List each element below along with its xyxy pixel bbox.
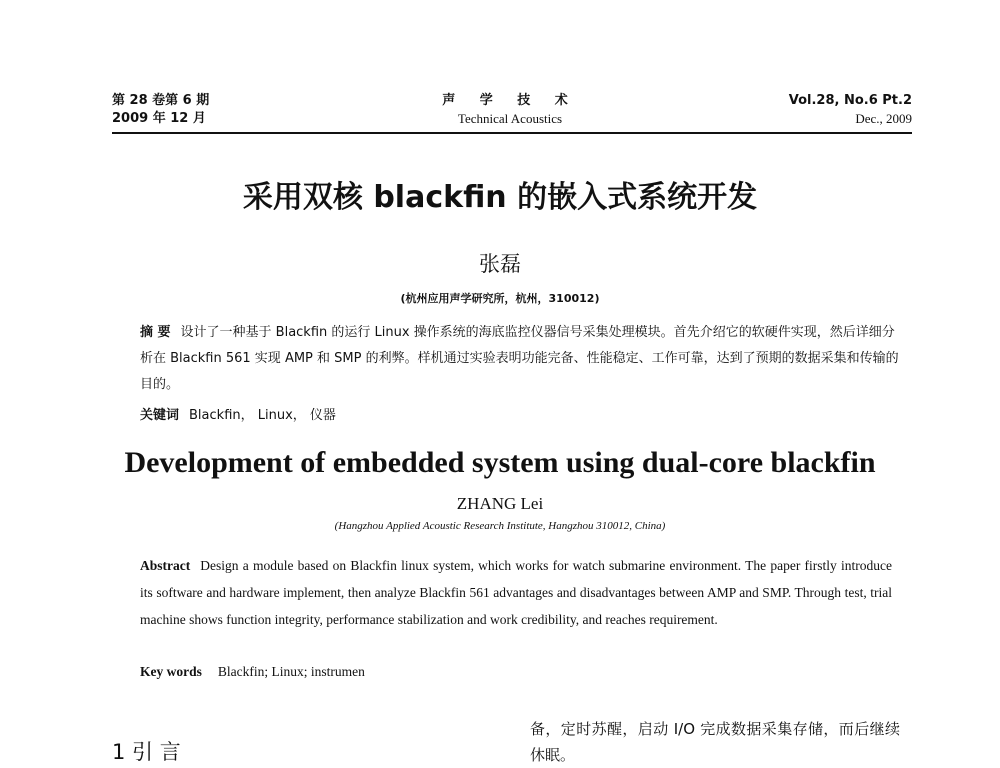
journal-name [400, 92, 620, 128]
volume-issue-cn: 第 28 卷第 6 期 [112, 93, 210, 108]
keywords-text-cn: Blackfin， Linux， 仪器 [189, 408, 336, 423]
date-en: Dec., 2009 [855, 111, 912, 126]
affiliation-en: (Hangzhou Applied Acoustic Research Institute, Hangzhou 310012, China) [334, 520, 666, 532]
abstract-label-en: Abstract [140, 558, 191, 573]
author-en: ZHANG Lei [456, 494, 544, 513]
keywords-cn [140, 404, 336, 423]
journal-volume-en [789, 92, 912, 128]
journal-name-en: Technical Acoustics [457, 111, 563, 126]
header-divider [112, 132, 912, 134]
abstract-text-cn: 设计了一种基于 Blackfin 的运行 Linux 操作系统的海底监控仪器信号采集处理模块。首先介绍它的软硬件实现，然后详细分析在 Blackfin 561 实现 AMP 和 SMP 的利弊。样机通过实验表明功能完备、性能稳定、工作可靠，达到了预期的数据采集和传输的目的。 [140, 325, 899, 392]
affiliation-cn: (杭州应用声学研究所，杭州，310012) [400, 292, 600, 305]
keywords-label-cn: 关键词 [140, 408, 180, 423]
author-cn: 张磊 [479, 252, 521, 276]
abstract-label-cn: 摘 要 [140, 325, 171, 340]
abstract-cn [140, 320, 900, 398]
abstract-en [140, 552, 892, 633]
keywords-text-en: Blackfin; Linux; instrumen [217, 664, 365, 679]
keywords-en [140, 664, 365, 680]
date-cn: 2009 年 12 月 [112, 111, 206, 126]
abstract-text-en: Design a module based on Blackfin linux system, which works for watch submarine environment. The paper firstly introduce its software and hardware implement, then analyze Blackfin 561 advantages and disadvantages between AMP and SMP. Through test, trial machine shows function integrity, performance stabilization and work credibility, and reaches requirement. [140, 558, 892, 627]
journal-name-cn: 声 学 技 术 [442, 93, 578, 108]
paper-title-cn: 采用双核 blackfin 的嵌入式系统开发 [242, 180, 758, 215]
volume-issue-en: Vol.28, No.6 Pt.2 [788, 93, 912, 108]
keywords-label-en: Key words [140, 664, 202, 679]
right-column-text: 备，定时苏醒，启动 I/O 完成数据采集存储，而后继续休眠。 [530, 720, 900, 764]
paper-title-en: Development of embedded system using dual-core blackfin [124, 446, 876, 479]
section-heading-introduction: 1 引 言 [112, 740, 181, 764]
journal-volume-issue [112, 92, 209, 128]
